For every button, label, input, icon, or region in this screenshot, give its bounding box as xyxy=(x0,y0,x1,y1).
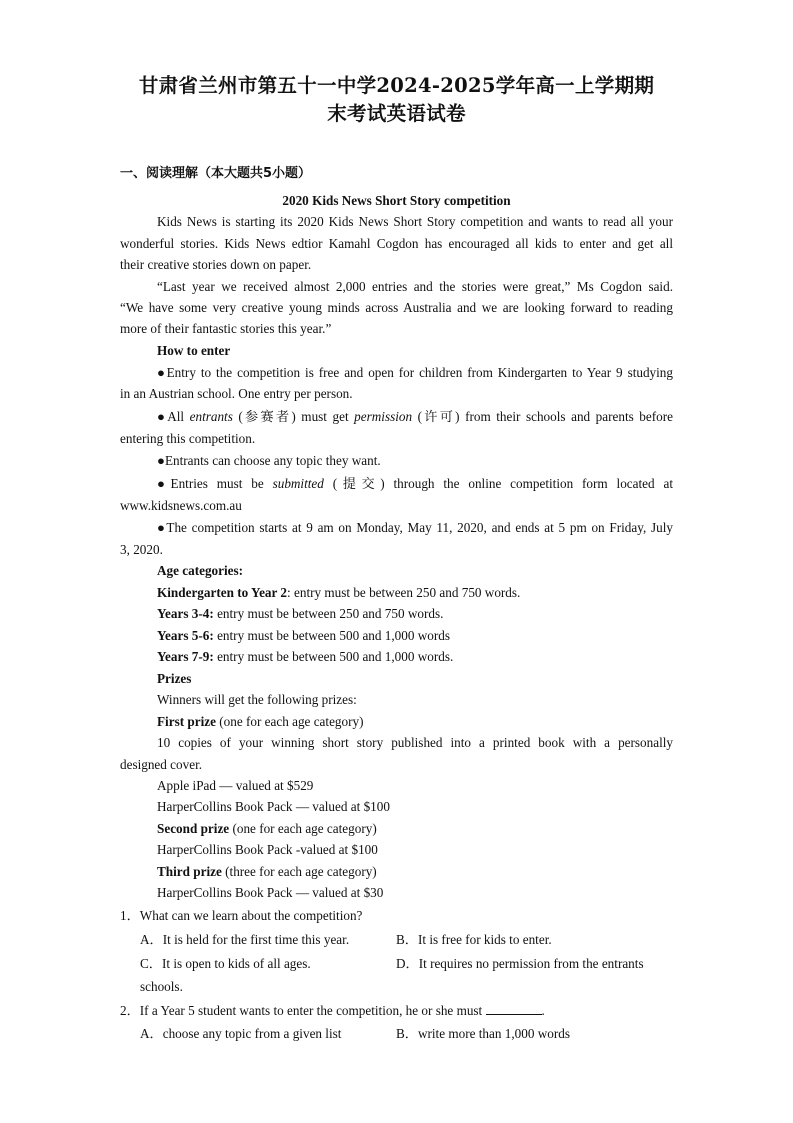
bullet-text: ●All entrants (参赛者) must get permission (许可) from their schools and parents before xyxy=(157,409,673,424)
passage-text: wonderful stories. Kids News edtior Kamahl Cogdon has encouraged all kids to enter and get all xyxy=(120,236,673,251)
bullet-text: 3, 2020. xyxy=(120,542,163,557)
third-prize-heading: Third prize (three for each age category) xyxy=(157,864,377,879)
passage-text: their creative stories down on paper. xyxy=(120,257,312,272)
passage-title: 2020 Kids News Short Story competition xyxy=(282,193,511,208)
option-d-continued: schools. xyxy=(140,979,183,994)
prize-item: Apple iPad — valued at $529 xyxy=(157,778,314,793)
age-category: Years 3-4: entry must be between 250 and 750 words. xyxy=(157,606,444,621)
vocab-word: permission xyxy=(354,409,413,424)
website-text: www.kidsnews.com.au xyxy=(120,498,242,513)
age-category: Years 7-9: entry must be between 500 and 1,000 words. xyxy=(157,649,454,664)
bullet-text: ●Entrants can choose any topic they want. xyxy=(157,453,381,468)
bullet-text: ●The competition starts at 9 am on Monday, May 11, 2020, and ends at 5 pm on Friday, July xyxy=(157,520,673,535)
prize-text: 10 copies of your winning short story published into a printed book with a personally xyxy=(157,735,673,750)
option-a: A．It is held for the first time this year. xyxy=(140,932,350,947)
section-heading: 一、阅读理解（本大题共5小题） xyxy=(120,166,312,181)
age-category: Years 5-6: entry must be between 500 and 1,000 words xyxy=(157,628,450,643)
bullet-text: ●Entries must be submitted (提交) through the online competition form located at xyxy=(157,476,673,491)
prize-item: HarperCollins Book Pack -valued at $100 xyxy=(157,842,378,857)
passage-text: Kids News is starting its 2020 Kids News Short Story competition and wants to read all your xyxy=(157,214,673,229)
prize-text: designed cover. xyxy=(120,757,203,772)
passage-text: more of their fantastic stories this year.” xyxy=(120,321,332,336)
bullet-text: ●Entry to the competition is free and open for children from Kindergarten to Year 9 studying xyxy=(157,365,673,380)
age-categories-heading: Age categories: xyxy=(157,563,244,578)
passage-text: “Last year we received almost 2,000 entries and the stories were great,” Ms Cogdon said. xyxy=(157,279,673,294)
exam-title-line1: 甘肃省兰州市第五十一中学2024-2025学年高一上学期期 xyxy=(138,74,655,97)
prizes-heading: Prizes xyxy=(157,671,192,686)
question-stem: 1．What can we learn about the competition? xyxy=(120,908,363,923)
answer-blank xyxy=(486,1002,542,1015)
option-b: B．write more than 1,000 words xyxy=(396,1026,570,1041)
option-c: C．It is open to kids of all ages. xyxy=(140,956,311,971)
question-stem: 2．If a Year 5 student wants to enter the competition, he or she must . xyxy=(120,1003,545,1018)
vocab-word: submitted xyxy=(272,476,324,491)
vocab-word: entrants xyxy=(189,409,233,424)
prizes-intro: Winners will get the following prizes: xyxy=(157,692,357,707)
prize-item: HarperCollins Book Pack — valued at $100 xyxy=(157,799,390,814)
prize-item: HarperCollins Book Pack — valued at $30 xyxy=(157,885,384,900)
passage-text: “We have some very creative young minds across Australia and we are looking forward to reading xyxy=(120,300,673,315)
exam-title-line2: 末考试英语试卷 xyxy=(327,102,466,125)
how-to-enter-heading: How to enter xyxy=(157,343,231,358)
first-prize-heading: First prize (one for each age category) xyxy=(157,714,364,729)
bullet-text: entering this competition. xyxy=(120,431,256,446)
second-prize-heading: Second prize (one for each age category) xyxy=(157,821,377,836)
option-a: A．choose any topic from a given list xyxy=(140,1026,342,1041)
bullet-text: in an Austrian school. One entry per person. xyxy=(120,386,353,401)
option-b: B．It is free for kids to enter. xyxy=(396,932,552,947)
age-category: Kindergarten to Year 2: entry must be between 250 and 750 words. xyxy=(157,585,521,600)
option-d: D．It requires no permission from the entrants xyxy=(396,956,644,971)
